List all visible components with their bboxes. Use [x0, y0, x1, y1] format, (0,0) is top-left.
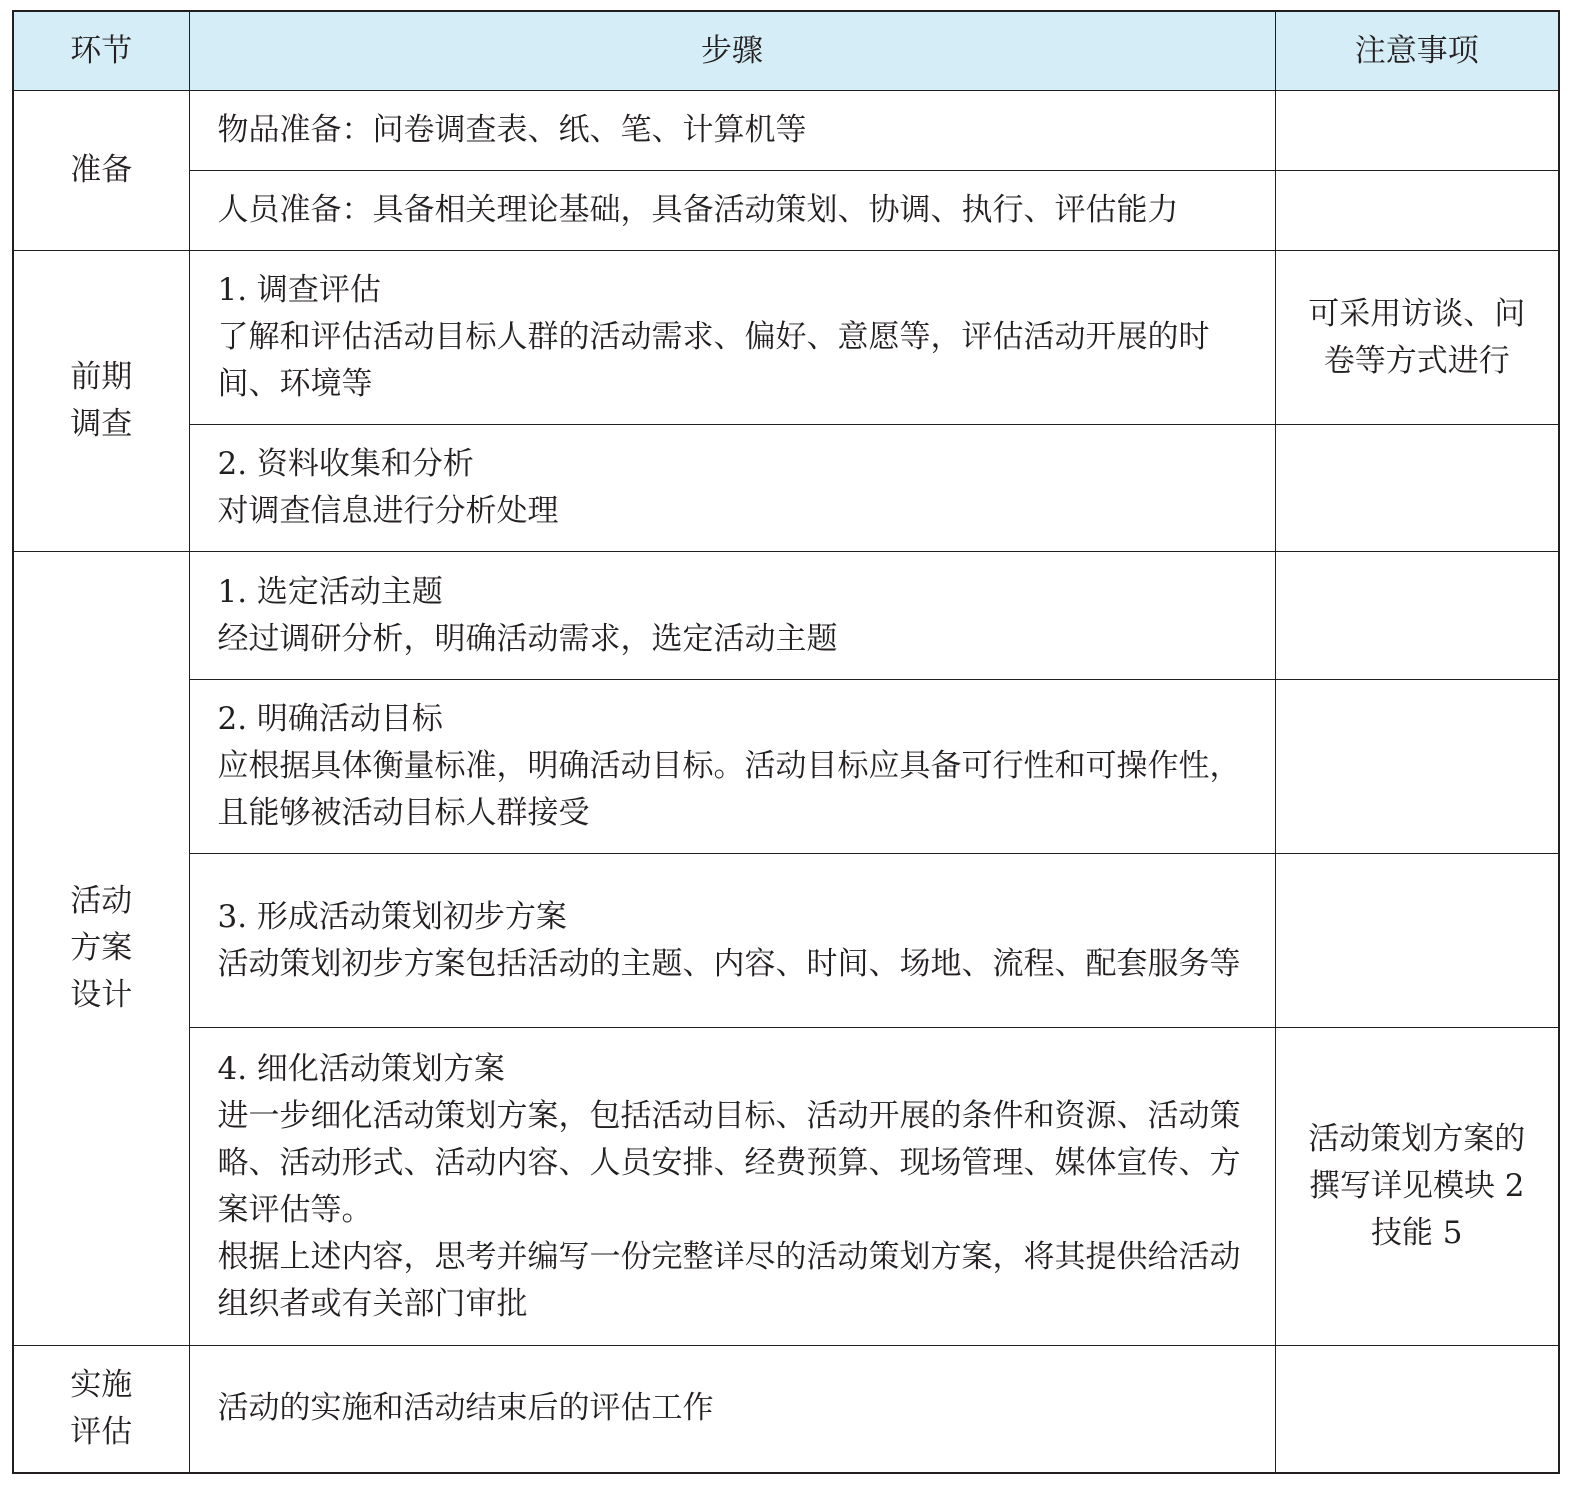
document-page — [12, 10, 1560, 1474]
step-title: 4. 细化活动策划方案 — [217, 1050, 505, 1087]
step-title: 2. 明确活动目标 — [217, 701, 443, 737]
activity-plan-table — [12, 10, 1560, 1474]
step-cell — [189, 854, 1275, 1028]
step-description: 根据上述内容，思考并编写一份完整详尽的活动策划方案，将其提供给活动组织者或有关部门审批 — [217, 1238, 1241, 1322]
step-title: 1. 选定活动主题 — [217, 573, 443, 610]
note-cell — [1275, 552, 1559, 680]
table-row — [13, 1346, 1559, 1473]
step-description: 进一步细化活动策划方案，包括活动目标、活动开展的条件和资源、活动策略、活动形式、活动内容、人员安排、经费预算、现场管理、媒体宣传、方案评估等。 — [217, 1097, 1241, 1228]
table-row — [13, 1028, 1559, 1346]
stage-cell-exec — [13, 1346, 189, 1473]
stage-label: 调查 — [70, 406, 133, 442]
step-cell — [189, 1346, 1275, 1473]
step-text: 人员准备：具备相关理论基础，具备活动策划、协调、执行、评估能力 — [217, 192, 1179, 228]
header-notes: 注意事项 — [1275, 11, 1559, 91]
stage-label: 方案 — [70, 930, 133, 966]
stage-label: 评估 — [70, 1413, 133, 1450]
table-row — [13, 425, 1559, 552]
header-steps: 步骤 — [189, 11, 1275, 91]
step-title: 1. 调查评估 — [217, 272, 381, 308]
table-row — [13, 251, 1559, 425]
stage-label: 前期 — [70, 359, 133, 395]
step-description: 活动策划初步方案包括活动的主题、内容、时间、场地、流程、配套服务等 — [217, 945, 1241, 982]
step-title: 3. 形成活动策划初步方案 — [217, 898, 567, 935]
step-text: 活动的实施和活动结束后的评估工作 — [217, 1390, 714, 1427]
stage-label: 设计 — [70, 977, 133, 1013]
note-cell — [1275, 425, 1559, 552]
step-text: 物品准备：问卷调查表、纸、笔、计算机等 — [217, 112, 807, 148]
stage-cell-design — [13, 552, 189, 1346]
note-text: 活动策划方案的撰写详见模块 2 技能 5 — [1308, 1121, 1526, 1251]
table-header-row — [13, 11, 1559, 91]
step-description: 了解和评估活动目标人群的活动需求、偏好、意愿等，评估活动开展的时间、环境等 — [217, 319, 1210, 402]
stage-label: 活动 — [70, 883, 133, 919]
note-text: 可采用访谈、问卷等方式进行 — [1308, 295, 1526, 379]
step-cell — [189, 1028, 1275, 1346]
note-cell — [1275, 680, 1559, 854]
stage-cell-prep — [13, 91, 189, 251]
table-row — [13, 171, 1559, 251]
step-title: 2. 资料收集和分析 — [217, 446, 474, 482]
stage-cell-survey — [13, 251, 189, 552]
stage-label: 实施 — [70, 1366, 133, 1403]
note-cell — [1275, 251, 1559, 425]
step-description: 对调查信息进行分析处理 — [217, 493, 559, 529]
note-cell — [1275, 171, 1559, 251]
note-cell — [1275, 1346, 1559, 1473]
table-row — [13, 552, 1559, 680]
note-cell — [1275, 1028, 1559, 1346]
step-description: 应根据具体衡量标准，明确活动目标。活动目标应具备可行性和可操作性，且能够被活动目标人群接受 — [217, 748, 1241, 831]
stage-label: 准备 — [70, 152, 133, 188]
step-cell — [189, 552, 1275, 680]
step-cell — [189, 425, 1275, 552]
note-cell — [1275, 854, 1559, 1028]
step-cell — [189, 680, 1275, 854]
table-row — [13, 91, 1559, 171]
step-cell — [189, 251, 1275, 425]
table-row — [13, 680, 1559, 854]
step-description: 经过调研分析，明确活动需求，选定活动主题 — [217, 620, 838, 657]
note-cell — [1275, 91, 1559, 171]
table-row — [13, 854, 1559, 1028]
header-stage: 环节 — [13, 11, 189, 91]
step-cell — [189, 91, 1275, 171]
step-cell — [189, 171, 1275, 251]
